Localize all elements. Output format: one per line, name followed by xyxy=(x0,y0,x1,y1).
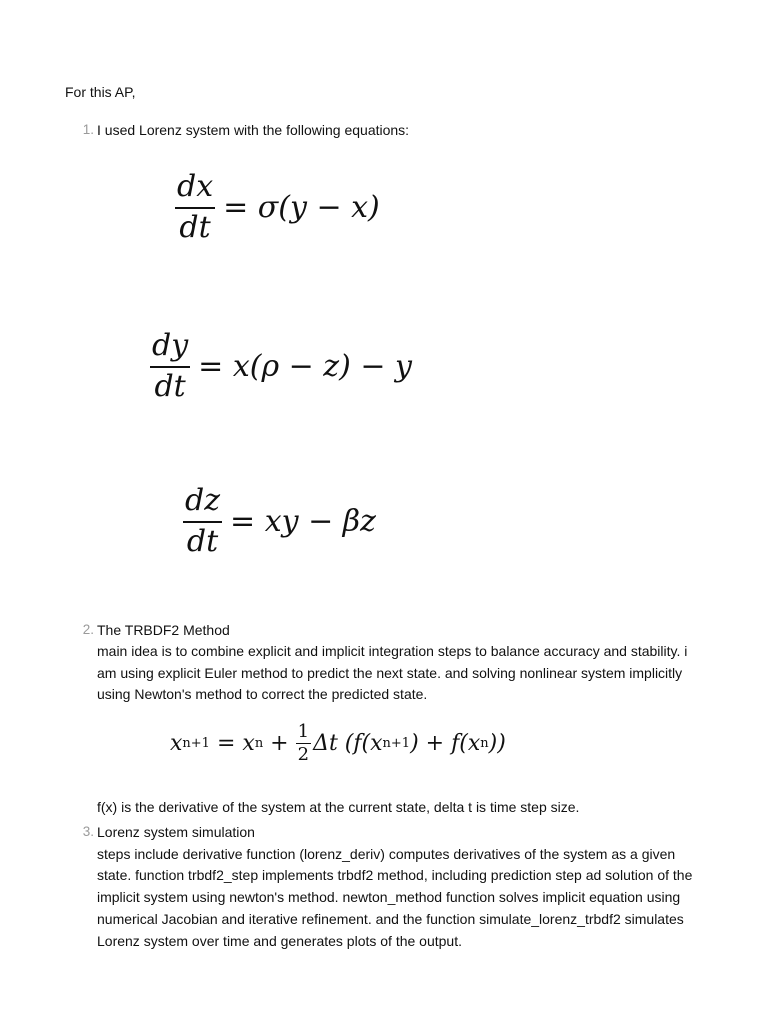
fraction-one-half: $\frac{1}{2}$ xyxy=(297,721,310,765)
item-2-after-equation: f(x) is the derivative of the system at the current state, delta t is time step size. xyxy=(97,799,580,815)
item-2-heading: The TRBDF2 Method xyxy=(97,622,230,638)
equation-trbdf2: x n+1 = x n + $\frac{1}{2}$ Δt (f( x n+1 ) + f( x n )) xyxy=(170,721,506,765)
item-1-text: I used Lorenz system with the following equations: xyxy=(97,122,410,138)
item-3-line-3: implicit system using newton's method. newton_method function solves implicit equation using xyxy=(97,889,681,905)
item-3-line-4: numerical Jacobian and iterative refinement. and the function simulate_lorenz_trbdf2 simulates xyxy=(97,911,684,927)
item-2-line-1: main idea is to combine explicit and implicit integration steps to balance accuracy and stability. i xyxy=(97,643,688,659)
equation-dz-dt xyxy=(183,483,376,559)
item-3-line-2: state. function trbdf2_step implements trbdf2 method, including prediction step ad solution of the xyxy=(97,867,693,883)
equation-dx-dt xyxy=(175,169,380,245)
item-2-line-2: am using explicit Euler method to predict the next state. and solving nonlinear system implicitly xyxy=(97,665,683,681)
fraction-dx-dt: $\frac{dx}{dt}$ xyxy=(177,169,214,245)
equation-dz-rhs: = xy − βz xyxy=(230,504,376,539)
item-3-line-5: Lorenz system over time and generates plots of the output. xyxy=(97,933,462,949)
list-number-3: 3. xyxy=(82,824,94,839)
list-number-2: 2. xyxy=(82,622,94,637)
list-number-1: 1. xyxy=(82,122,94,137)
intro-text: For this AP, xyxy=(65,84,136,100)
equation-dy-rhs: = x(ρ − z) − y xyxy=(198,349,412,384)
item-2-line-3: using Newton's method to correct the predicted state. xyxy=(97,686,428,702)
item-3-heading: Lorenz system simulation xyxy=(97,824,255,840)
fraction-dz-dt: $\frac{dz}{dt}$ xyxy=(185,483,221,559)
fraction-dy-dt: $\frac{dy}{dt}$ xyxy=(152,328,189,404)
equation-dx-rhs: = σ(y − x) xyxy=(223,190,380,225)
equation-dy-dt xyxy=(150,328,412,404)
item-3-line-1: steps include derivative function (lorenz_deriv) computes derivatives of the system as a given xyxy=(97,846,676,862)
